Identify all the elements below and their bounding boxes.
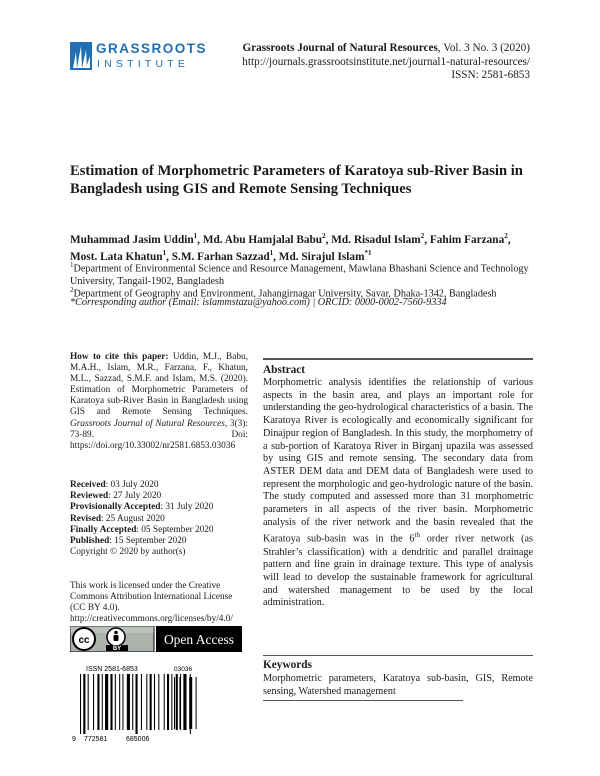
- date-label: Reviewed: [70, 491, 109, 502]
- date-revised: [70, 514, 248, 525]
- author-affiliation-mark: 2: [322, 232, 326, 240]
- barcode-bar: [164, 674, 165, 730]
- date-value: : 03 July 2020: [105, 480, 159, 490]
- author-affiliation-mark: 2: [504, 232, 508, 240]
- author: , Md. Risadul Islam: [325, 233, 421, 246]
- paper-title: Estimation of Morphometric Parameters of Karatoya sub-River Basin in Bangladesh using GIS and Remote Sensing Techniques: [70, 163, 523, 197]
- barcode-bar: [154, 674, 155, 730]
- affiliation-text: Department of Geography and Environment, Jahangirnagar University, Savar, Dhaka-1342, Bangladesh: [73, 288, 497, 300]
- barcode-digits-left: 772581: [84, 736, 108, 743]
- author-affiliation-mark: 2: [420, 232, 425, 240]
- author-affiliation-mark: 1: [269, 249, 274, 258]
- journal-url[interactable]: http://journals.grassrootsinstitute.net/journal1-natural-resources/: [242, 55, 530, 68]
- barcode-addon-bar: [184, 677, 186, 729]
- barcode-issn: ISSN 2581-6853: [86, 666, 138, 673]
- journal-header: [200, 42, 530, 83]
- license-text: This work is licensed under the Creative Commons Attribution International License (CC BY 4.0).: [70, 581, 233, 614]
- how-to-cite: [70, 352, 248, 452]
- date-label: Finally Accepted: [70, 524, 137, 535]
- date-label: Published: [70, 536, 110, 547]
- cite-journal: Grassroots Journal of Natural Resources: [70, 418, 225, 429]
- barcode-bar: [146, 674, 147, 730]
- barcode-bar: [176, 674, 178, 730]
- journal-volume: , Vol. 3 No. 3 (2020): [437, 42, 530, 54]
- abstract-text: Morphometric analysis identifies the relationship of various aspects in the basin area, and plays an important role for understanding the geo-hydrological characteristics of a basin. The Karatoya River is ecologically and economically significant for Dinajpur region of Bangladesh. In this study, the morphometry of a sub-portion of Karatoya River in Birganj upazila was assessed by using GIS and remote sensing. The secondary data from ASTER DEM data and DEM data of Bangladesh were used to represent the morphologic and geo-hydrologic nature of the basin. The study computed and assessed more than 31 morphometric parameters in all aspects of the river basin. Morphometric analysis of the river network and the basin revealed that the Karatoya sub-basin was in the 6: [263, 377, 533, 545]
- date-reviewed: [70, 491, 248, 502]
- barcode-addon-bar: [189, 677, 192, 729]
- barcode-addon-bar: [196, 677, 197, 729]
- author: , Md. Sirajul Islam: [273, 251, 365, 264]
- date-accepted: [70, 502, 248, 513]
- barcode-bar: [132, 674, 133, 730]
- corresponding-author: *Corresponding author (Email: islammstazu@yahoo.com) | ORCID: 0000-0002-7560-9334: [70, 297, 447, 308]
- barcode-bar: [80, 674, 81, 734]
- abstract-text: order river network (as Strahler’s classification) with a dendritic and parallel drainage pattern and fine grain in drainage texture. This type of analysis will lead to develop the sustainable framework for agricultural and watershed management to be used by the local administration.: [263, 533, 533, 609]
- publication-dates: [70, 480, 248, 558]
- logo-wordmark: GRASSROOTS: [96, 41, 208, 56]
- affiliation-mark: 2: [70, 286, 74, 294]
- abstract-top-rule: [263, 358, 533, 360]
- open-access-label: Open Access: [163, 632, 235, 647]
- grass-logo-icon: [70, 42, 92, 70]
- barcode-bar: [167, 674, 169, 730]
- logo-subtitle: INSTITUTE: [97, 58, 190, 70]
- license-notice: [70, 581, 248, 625]
- author-affiliation-mark: 1: [193, 232, 198, 240]
- keywords-list: Morphometric parameters, Karatoya sub-basin, GIS, Remote sensing, Watershed management: [263, 673, 533, 697]
- author-affiliation-mark: *1: [364, 249, 372, 258]
- barcode-addon-bar: [174, 677, 175, 729]
- author: Muhammad Jasim Uddin: [70, 233, 194, 246]
- barcode-bar: [102, 674, 103, 730]
- author-affiliation-mark: 1: [162, 249, 167, 258]
- abstract-heading: Abstract: [263, 364, 306, 376]
- keywords-heading: Keywords: [263, 659, 312, 671]
- date-value: : 15 September 2020: [109, 536, 187, 547]
- date-final: [70, 525, 248, 536]
- barcode-digit-prefix: 9: [72, 736, 76, 743]
- barcode-bar: [150, 674, 152, 730]
- barcode-bar: [122, 674, 123, 730]
- license-url[interactable]: http://creativecommons.org/licenses/by/4.0/: [70, 614, 234, 625]
- barcode-bar: [171, 674, 172, 730]
- affiliation-text: Department of Environmental Science and Resource Management, Mawlana Bhashani Science and Technology University, Tangail-1902, Bangladesh: [70, 263, 529, 287]
- cc-by-label: BY: [112, 646, 122, 652]
- date-label: Provisionally Accepted: [70, 502, 161, 513]
- author: , Fahim Farzana: [424, 233, 505, 246]
- barcode-bar: [105, 674, 108, 730]
- barcode-bar: [127, 674, 130, 730]
- barcode-issue: 03036: [174, 666, 193, 673]
- keywords-top-rule: [263, 655, 533, 656]
- copyright: Copyright © 2020 by author(s): [70, 547, 186, 558]
- barcode-bar: [88, 674, 89, 730]
- date-label: Received: [70, 480, 106, 490]
- date-value: : 05 September 2020: [136, 524, 214, 535]
- author: , Most. Lata Khatun: [70, 233, 511, 264]
- cite-text: Uddin, M.J., Babu, M.A.H., Islam, M.R., Farzana, F., Khatun, M.L., Sazzad, S.M.F. and Islam, M.S. (2020). Estimation of Morphometric Parameters of Karatoya sub-River Basin in Bangladesh using GIS and Remote Sensing Techniques.: [70, 352, 248, 418]
- author: , Md. Abu Hamjalal Babu: [197, 233, 323, 246]
- journal-issn: ISSN: 2581-6853: [451, 69, 530, 81]
- barcode-bar: [115, 674, 116, 730]
- date-received: [70, 480, 248, 491]
- date-value: : 31 July 2020: [160, 502, 214, 513]
- barcode-addon-bar: [179, 677, 180, 729]
- by-person-icon: [107, 628, 125, 646]
- affiliation-mark: 1: [70, 261, 74, 269]
- cite-label: How to cite this paper:: [70, 352, 169, 362]
- barcode-digits-right: 685006: [126, 736, 150, 743]
- date-value: : 25 August 2020: [101, 513, 165, 524]
- publisher-logo: [70, 38, 210, 78]
- barcode-bar: [97, 674, 99, 730]
- journal-citation-line: [200, 42, 530, 56]
- barcode-bar: [141, 674, 142, 730]
- barcode-bar: [136, 674, 138, 734]
- cc-icon: [73, 628, 95, 650]
- date-value: : 27 July 2020: [108, 491, 162, 502]
- author: , S.M. Farhan Sazzad: [166, 251, 270, 264]
- keywords-bottom-rule: [263, 700, 463, 701]
- cite-doi: , 3(3): 73-89. Doi: https://doi.org/10.33002/nr2581.6853.03036: [70, 418, 248, 451]
- barcode-bar: [110, 674, 112, 730]
- date-label: Revised: [70, 513, 101, 524]
- abstract-body: [263, 377, 533, 610]
- barcode-bars: [80, 674, 198, 734]
- barcode-bar: [119, 674, 120, 730]
- barcode-bar: [158, 674, 159, 730]
- abstract-superscript: th: [414, 531, 420, 540]
- issn-barcode: [70, 663, 202, 743]
- svg-text:cc: cc: [78, 635, 90, 646]
- journal-name: Grassroots Journal of Natural Resources: [242, 42, 438, 54]
- cc-by-badge[interactable]: [70, 626, 242, 652]
- barcode-bar: [83, 674, 85, 734]
- date-published: [70, 536, 248, 547]
- barcode-bar: [93, 674, 94, 730]
